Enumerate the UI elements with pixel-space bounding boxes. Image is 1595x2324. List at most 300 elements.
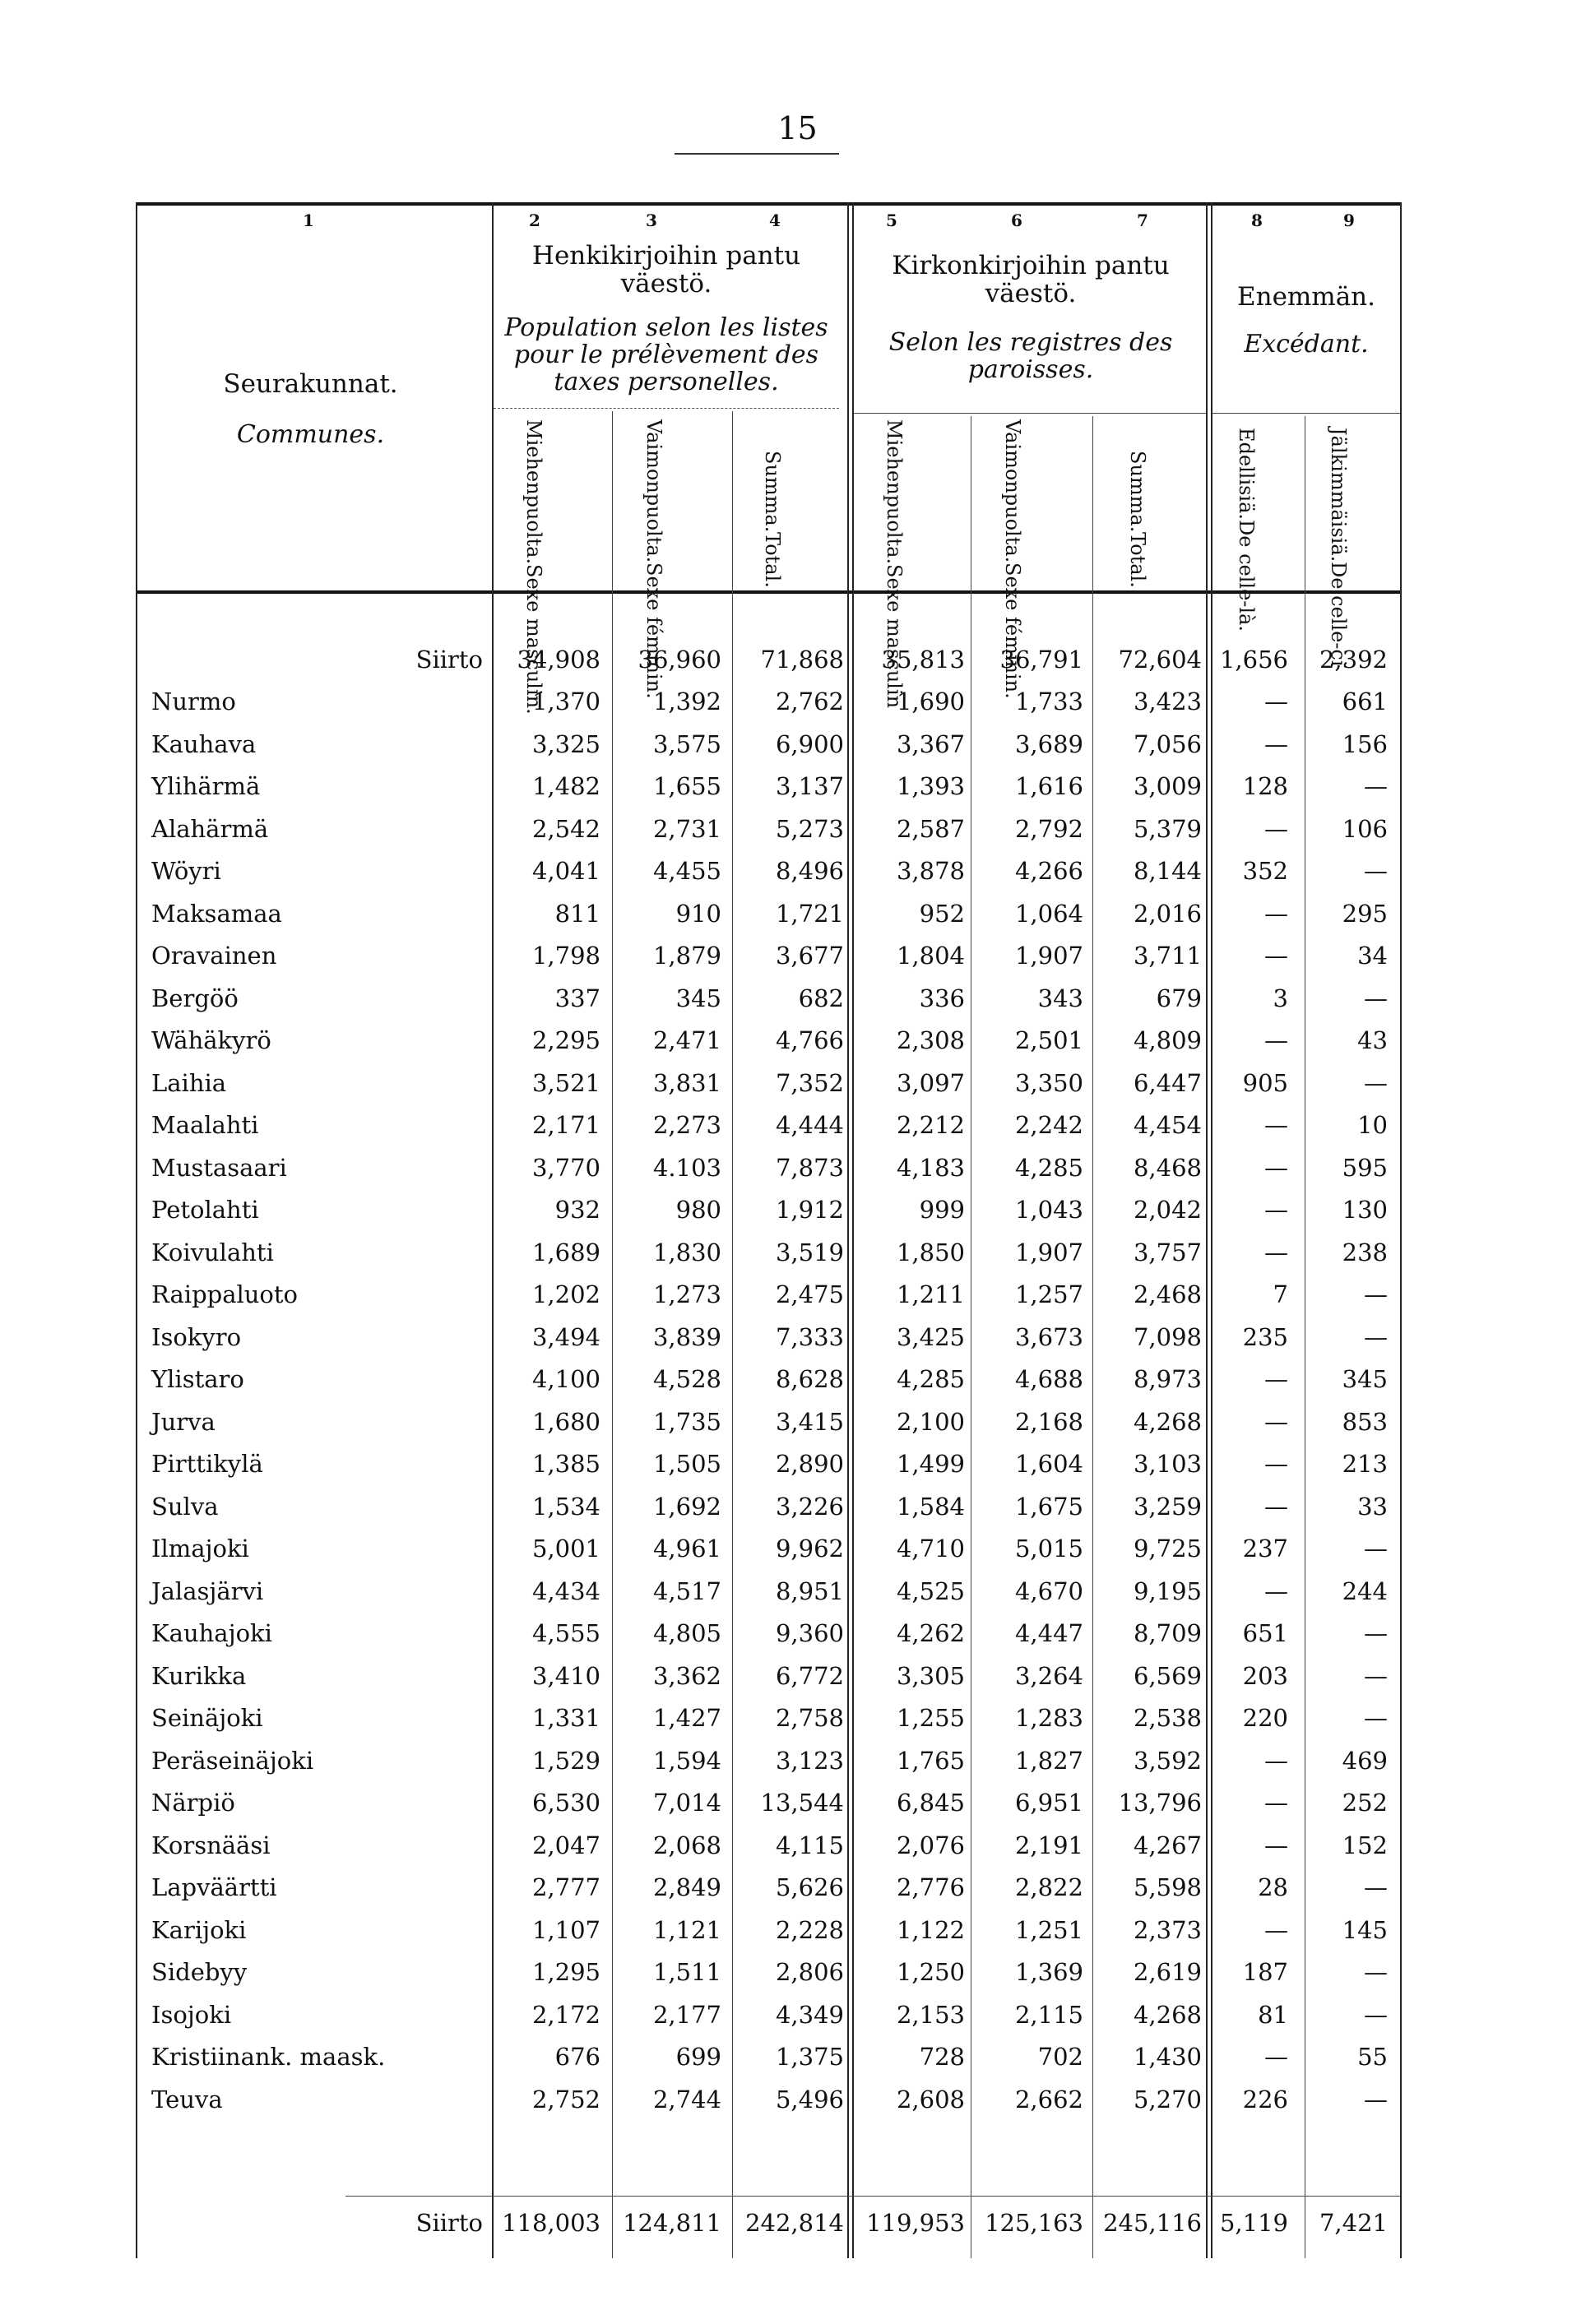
cell: 220 [1242,1704,1288,1732]
total-label-b: Summa. [1126,451,1149,533]
cell: 5,015 [1014,1535,1083,1562]
cell: 5,273 [775,815,844,843]
cell: 34 [1357,942,1388,970]
commune-name: Laihia [151,1069,227,1097]
commune-name: Wähäkyrö [151,1026,271,1054]
cell: 2,758 [775,1704,844,1732]
cell: 1,594 [652,1747,721,1775]
cell: 2,308 [896,1026,965,1054]
cell: 152 [1342,1831,1388,1859]
cell: 343 [1037,984,1083,1012]
cell: 2,776 [896,1873,965,1901]
table-row [0,1571,1595,1613]
cell: 952 [919,900,965,928]
cell: 3,575 [652,730,721,758]
cell: 55 [1357,2043,1388,2071]
cell: 1,912 [775,1196,844,1224]
group-c-rule [1211,413,1402,414]
cell: 1,202 [531,1280,600,1308]
cell: 2,273 [652,1111,721,1139]
cell: 3,711 [1133,942,1202,970]
cell: 130 [1342,1196,1388,1224]
cell: 999 [919,1196,965,1224]
cell: 4,262 [896,1619,965,1647]
cell: 1,482 [531,772,600,800]
cell: 2,762 [775,687,844,715]
table-row [0,1528,1595,1570]
table-row [0,724,1595,766]
cell: 1,107 [531,1916,600,1944]
cell: 156 [1342,730,1388,758]
cell: — [1364,2086,1388,2113]
cell: 3,123 [775,1747,844,1775]
commune-name: Koivulahti [151,1238,274,1266]
table-row [0,1401,1595,1443]
cell: 3,415 [775,1408,844,1436]
cell: 4,268 [1133,2001,1202,2029]
table-row [0,1317,1595,1359]
cell: 2,068 [652,1831,721,1859]
cell: 1,505 [652,1450,721,1478]
cell: 1,604 [1014,1450,1083,1478]
column-number-9: 9 [1343,211,1355,230]
cell: 2,744 [652,2086,721,2113]
cell: 6,569 [1133,1662,1202,1690]
cell: — [1264,1408,1288,1436]
cell: 1,255 [896,1704,965,1732]
female-label-b: Vaimonpuolta. [1001,419,1024,563]
cell: 8,496 [775,857,844,885]
cell: — [1264,1196,1288,1224]
cell: 1,907 [1014,1238,1083,1266]
cell: 9,360 [775,1619,844,1647]
cell: — [1364,1704,1388,1732]
commune-name: Mustasaari [151,1154,287,1182]
cell: 2,373 [1133,1916,1202,1944]
cell: 145 [1342,1916,1388,1944]
cell: 3,325 [531,730,600,758]
cell: 2,153 [896,2001,965,2029]
cell: 2,115 [1014,2001,1083,2029]
commune-name: Raippaluoto [151,1280,299,1308]
cell: 1,064 [1014,900,1083,928]
cell: — [1264,1365,1288,1393]
cell: 699 [675,2043,721,2071]
cell: 203 [1242,1662,1288,1690]
cell: 980 [675,1196,721,1224]
cell: 6,845 [896,1789,965,1817]
carried-out-label: Siirto [415,2209,483,2237]
cell: 4,266 [1014,857,1083,885]
cell: 10 [1357,1111,1388,1139]
cell: 4,517 [652,1577,721,1605]
cell: 2,212 [896,1111,965,1139]
cell: 1,534 [531,1493,600,1521]
table-row [0,1189,1595,1231]
commune-name: Närpiö [151,1789,235,1817]
commune-name: Isojoki [151,2001,232,2029]
cell: 6,530 [531,1789,600,1817]
cell: 4,115 [775,1831,844,1859]
cell: 4,688 [1014,1365,1083,1393]
table-row [0,1020,1595,1062]
cell: — [1364,1280,1388,1308]
cell: — [1364,984,1388,1012]
cell: 3,770 [531,1154,600,1182]
table-row [0,1782,1595,1824]
cell: 4,444 [775,1111,844,1139]
cell: 1,735 [652,1408,721,1436]
column-number-5: 5 [886,211,897,230]
commune-name: Peräseinäjoki [151,1747,314,1775]
cell: 3,757 [1133,1238,1202,1266]
commune-name: Kauhajoki [151,1619,272,1647]
table-row [0,2079,1595,2121]
group-a-male-header [522,419,546,715]
cell: — [1364,1873,1388,1901]
cell: 2,042 [1133,1196,1202,1224]
cell: 1,273 [652,1280,721,1308]
commune-name: Nurmo [151,687,236,715]
cell: 4,267 [1133,1831,1202,1859]
cell: — [1264,942,1288,970]
former-label: Edellisiä. [1235,428,1258,521]
cell: — [1264,1493,1288,1521]
cell: — [1364,1535,1388,1562]
commune-name: Bergöö [151,984,239,1012]
cell: 2,538 [1133,1704,1202,1732]
table-row [0,1951,1595,1993]
cell: 3,592 [1133,1747,1202,1775]
commune-name: Oravainen [151,942,277,970]
cell: — [1264,2043,1288,2071]
cell: 4,455 [652,857,721,885]
cell: 1,616 [1014,772,1083,800]
table-row [0,1740,1595,1782]
cell: 2,295 [531,1026,600,1054]
cell: 1,798 [531,942,600,970]
cell: 679 [1156,984,1202,1012]
table-row [0,978,1595,1020]
cell: 128 [1242,772,1288,800]
cell: — [1264,1026,1288,1054]
cell: 1,827 [1014,1747,1083,1775]
commune-name: Maksamaa [151,900,282,928]
group-b-title-fr: Selon les registres des paroisses. [888,328,1173,384]
carried-in-female-b: 36,791 [999,646,1083,674]
commune-name: Ylihärmä [151,772,261,800]
cell: 3,350 [1014,1069,1083,1097]
cell: 1,385 [531,1450,600,1478]
male-label: Miehenpuolta. [522,419,545,565]
column-number-1: 1 [303,211,314,230]
table-row [0,1910,1595,1951]
cell: 4,434 [531,1577,600,1605]
cell: — [1264,1450,1288,1478]
cell: 469 [1342,1747,1388,1775]
page-number: 15 [777,110,818,146]
carried-out-male-b: 119,953 [866,2209,965,2237]
cell: 676 [554,2043,600,2071]
male-label-fr-b: Sexe masculin [883,564,906,709]
cell: — [1264,730,1288,758]
cell: 702 [1037,2043,1083,2071]
cell: 43 [1357,1026,1388,1054]
carried-out-male-a: 118,003 [502,2209,600,2237]
cell: 595 [1342,1154,1388,1182]
cell: 1,370 [531,687,600,715]
cell: 6,772 [775,1662,844,1690]
cell: 1,879 [652,942,721,970]
commune-name: Jurva [151,1408,216,1436]
carried-in-female-a: 36,960 [638,646,721,674]
table-row [0,1655,1595,1697]
table-row [0,766,1595,808]
cell: 2,100 [896,1408,965,1436]
cell: 1,529 [531,1747,600,1775]
cell: 5,379 [1133,815,1202,843]
cell: 1,830 [652,1238,721,1266]
cell: 1,675 [1014,1493,1083,1521]
commune-name: Karijoki [151,1916,247,1944]
cell: 352 [1242,857,1288,885]
cell: 345 [675,984,721,1012]
cell: 1,690 [896,687,965,715]
communes-label-fr: Communes. [236,420,385,449]
table-row [0,893,1595,935]
page-number-rule [675,153,839,155]
cell: — [1364,1958,1388,1986]
carried-out-total-b: 245,116 [1103,2209,1202,2237]
cell: 3,305 [896,1662,965,1690]
cell: — [1364,857,1388,885]
cell: 1,331 [531,1704,600,1732]
cell: 3,519 [775,1238,844,1266]
cell: — [1264,1789,1288,1817]
cell: 238 [1342,1238,1388,1266]
table-row [0,1867,1595,1909]
cell: 3,103 [1133,1450,1202,1478]
carried-in-latter: 2,392 [1319,646,1388,674]
excess-former-header [1234,428,1259,632]
commune-name: Petolahti [151,1196,259,1224]
cell: 8,973 [1133,1365,1202,1393]
cell: 13,796 [1118,1789,1202,1817]
cell: 9,195 [1133,1577,1202,1605]
cell: — [1364,1619,1388,1647]
cell: 295 [1342,900,1388,928]
cell: — [1364,772,1388,800]
commune-name: Alahärmä [151,815,269,843]
cell: 6,951 [1014,1789,1083,1817]
cell: 3,367 [896,730,965,758]
cell: — [1364,1323,1388,1351]
cell: 1,584 [896,1493,965,1521]
cell: 2,475 [775,1280,844,1308]
cell: 3,097 [896,1069,965,1097]
cell: 4,710 [896,1535,965,1562]
cell: 1,121 [652,1916,721,1944]
cell: 3,425 [896,1323,965,1351]
column-number-8: 8 [1251,211,1263,230]
cell: 7,873 [775,1154,844,1182]
cell: 910 [675,900,721,928]
group-b-rule [854,413,1208,414]
cell: 4,766 [775,1026,844,1054]
group-b-male-header [882,419,906,709]
cell: 2,177 [652,2001,721,2029]
table-row [0,681,1595,723]
cell: 4,285 [896,1365,965,1393]
cell: 3,226 [775,1493,844,1521]
commune-name: Ylistaro [151,1365,244,1393]
group-a-female-header [642,419,666,700]
female-label: Vaimonpuolta. [642,419,665,563]
commune-name: Maalahti [151,1111,259,1139]
cell: — [1264,900,1288,928]
cell: 3,264 [1014,1662,1083,1690]
cell: 8,709 [1133,1619,1202,1647]
cell: 7,352 [775,1069,844,1097]
cell: 1,733 [1014,687,1083,715]
cell: 3,410 [531,1662,600,1690]
cell: 853 [1342,1408,1388,1436]
cell: 4,670 [1014,1577,1083,1605]
column-number-4: 4 [769,211,781,230]
column-number-3: 3 [646,211,657,230]
cell: 345 [1342,1365,1388,1393]
cell: 4,805 [652,1619,721,1647]
cell: 7,098 [1133,1323,1202,1351]
cell: 4.103 [652,1154,721,1182]
cell: 811 [554,900,600,928]
cell: 3,521 [531,1069,600,1097]
cell: 2,777 [531,1873,600,1901]
table-row [0,935,1595,977]
group-a-rule [494,408,839,409]
cell: 6,447 [1133,1069,1202,1097]
column-number-2: 2 [529,211,540,230]
cell: 932 [554,1196,600,1224]
table-row [0,2036,1595,2078]
cell: 7,056 [1133,730,1202,758]
table-row [0,1486,1595,1528]
cell: 4,183 [896,1154,965,1182]
commune-name: Jalasjärvi [151,1577,264,1605]
carried-in-row [0,639,1595,681]
table-row [0,850,1595,892]
column-number-7: 7 [1137,211,1148,230]
cell: — [1264,1916,1288,1944]
table-row [0,1443,1595,1485]
cell: 3,673 [1014,1323,1083,1351]
commune-name: Pirttikylä [151,1450,263,1478]
commune-name: Isokyro [151,1323,242,1351]
group-a-title-fi: Henkikirjoihin pantu väestö. [531,241,801,299]
cell: 1,369 [1014,1958,1083,1986]
cell: 3,494 [531,1323,600,1351]
cell: 2,587 [896,815,965,843]
excess-latter-header [1326,428,1351,667]
cell: 28 [1258,1873,1288,1901]
communes-label-fi: Seurakunnat. [223,369,398,399]
cell: 1,043 [1014,1196,1083,1224]
table-row [0,1274,1595,1316]
cell: 1,689 [531,1238,600,1266]
group-b-total-header [1125,451,1150,589]
commune-name: Sulva [151,1493,219,1521]
cell: 2,016 [1133,900,1202,928]
carried-in-male-a: 34,908 [517,646,600,674]
carried-out-female-a: 124,811 [623,2209,721,2237]
cell: 1,283 [1014,1704,1083,1732]
cell: 4,285 [1014,1154,1083,1182]
cell: 1,680 [531,1408,600,1436]
cell: 1,392 [652,687,721,715]
female-label-fr: Sexe féminin. [642,562,665,700]
cell: 2,890 [775,1450,844,1478]
table-row [0,1825,1595,1867]
carried-out-row [0,2202,1595,2244]
cell: 235 [1242,1323,1288,1351]
cell: 1,295 [531,1958,600,1986]
carried-out-total-a: 242,814 [745,2209,844,2237]
carried-in-former: 1,656 [1219,646,1288,674]
cell: 3,677 [775,942,844,970]
cell: — [1264,1154,1288,1182]
cell: 1,427 [652,1704,721,1732]
cell: 2,806 [775,1958,844,1986]
cell: 2,076 [896,1831,965,1859]
cell: — [1364,2001,1388,2029]
commune-name: Ilmajoki [151,1535,249,1562]
cell: 5,001 [531,1535,600,1562]
male-label-fr: Sexe masculin. [522,564,545,715]
cell: 252 [1342,1789,1388,1817]
cell: 728 [919,2043,965,2071]
cell: — [1264,1747,1288,1775]
carried-in-male-b: 35,813 [881,646,965,674]
group-b-female-header [1000,419,1025,700]
table-row [0,1613,1595,1655]
cell: 8,951 [775,1577,844,1605]
cell: 2,242 [1014,1111,1083,1139]
cell: 7,014 [652,1789,721,1817]
column-number-6: 6 [1011,211,1022,230]
cell: 1,257 [1014,1280,1083,1308]
cell: 3 [1273,984,1288,1012]
commune-name: Kurikka [151,1662,247,1690]
cell: 5,270 [1133,2086,1202,2113]
cell: — [1364,1069,1388,1097]
cell: 1,393 [896,772,965,800]
cell: 13,544 [760,1789,844,1817]
cell: 3,362 [652,1662,721,1690]
cell: 1,375 [775,2043,844,2071]
cell: 4,349 [775,2001,844,2029]
table-row [0,1994,1595,2036]
cell: 4,100 [531,1365,600,1393]
cell: 682 [798,984,844,1012]
cell: — [1264,1831,1288,1859]
cell: 5,496 [775,2086,844,2113]
cell: 4,555 [531,1619,600,1647]
cell: 5,598 [1133,1873,1202,1901]
cell: — [1264,687,1288,715]
cell: 1,721 [775,900,844,928]
latter-label-fr: De celle-ci [1327,562,1350,667]
cell: 2,172 [531,2001,600,2029]
